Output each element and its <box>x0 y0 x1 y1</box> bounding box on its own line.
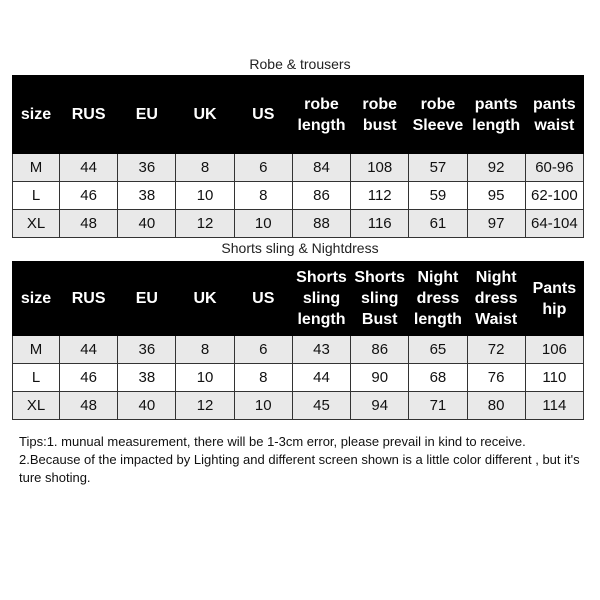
table-cell: 10 <box>176 364 234 392</box>
column-header <box>118 262 176 336</box>
table-cell: 8 <box>176 336 234 364</box>
table-cell: 112 <box>351 182 409 210</box>
table-cell: 8 <box>234 182 292 210</box>
column-header-text: length <box>297 116 346 134</box>
table-cell: 65 <box>409 336 467 364</box>
size-cell: L <box>13 182 60 210</box>
table-cell: 12 <box>176 392 234 420</box>
table-cell: 48 <box>60 210 118 238</box>
column-header-text: Sleeve <box>412 116 464 134</box>
table-cell: 44 <box>60 336 118 364</box>
robe-trousers-caption: Robe & trousers <box>249 56 351 72</box>
column-header <box>118 76 176 154</box>
tips-note <box>19 433 589 487</box>
table-header-row <box>13 76 584 154</box>
column-header-text: EU <box>135 106 158 123</box>
column-header <box>292 76 350 154</box>
column-header-text: length <box>297 311 346 328</box>
table-cell: 61 <box>409 210 467 238</box>
column-header-text: dress <box>416 290 460 307</box>
table-cell: 64-104 <box>525 210 583 238</box>
table-row <box>13 154 584 182</box>
column-header-text: robe <box>362 95 398 113</box>
table-header-row <box>13 262 584 336</box>
column-header-text: Bust <box>361 311 398 328</box>
column-header <box>351 76 409 154</box>
column-header <box>409 76 467 154</box>
column-header-text: robe <box>420 95 456 113</box>
table-cell: 97 <box>467 210 525 238</box>
column-header-text: RUS <box>71 106 106 123</box>
column-header-text: dress <box>474 290 518 307</box>
column-header-text: sling <box>302 290 341 307</box>
table-cell: 116 <box>351 210 409 238</box>
table-cell: 114 <box>525 392 583 420</box>
table-cell: 106 <box>525 336 583 364</box>
robe-trousers-size-table <box>12 75 584 238</box>
table-cell: 76 <box>467 364 525 392</box>
table-cell: 48 <box>60 392 118 420</box>
size-cell: M <box>13 154 60 182</box>
shorts-nightdress-size-table <box>12 261 584 420</box>
column-header-text: RUS <box>71 290 106 307</box>
column-header <box>60 76 118 154</box>
table-cell: 8 <box>234 364 292 392</box>
column-header-text: length <box>413 311 462 328</box>
column-header-text: Pants <box>532 279 577 297</box>
column-header <box>234 262 292 336</box>
table-cell: 45 <box>292 392 350 420</box>
column-header-text: UK <box>193 290 217 307</box>
table-cell: 38 <box>118 364 176 392</box>
table-cell: 8 <box>176 154 234 182</box>
table-cell: 10 <box>176 182 234 210</box>
column-header-text: waist <box>534 116 575 134</box>
column-header <box>525 76 583 154</box>
column-header <box>234 76 292 154</box>
table-row <box>13 364 584 392</box>
table-cell: 94 <box>351 392 409 420</box>
table-cell: 40 <box>118 392 176 420</box>
column-header <box>13 76 60 154</box>
column-header-text: bust <box>362 116 397 134</box>
column-header-text: UK <box>193 106 217 123</box>
table-cell: 80 <box>467 392 525 420</box>
table-cell: 36 <box>118 154 176 182</box>
table-cell: 68 <box>409 364 467 392</box>
size-cell: M <box>13 336 60 364</box>
table-cell: 6 <box>234 154 292 182</box>
column-header <box>176 262 234 336</box>
table-cell: 44 <box>60 154 118 182</box>
table-cell: 108 <box>351 154 409 182</box>
column-header-text: size <box>20 106 52 123</box>
size-cell: L <box>13 364 60 392</box>
table-row <box>13 392 584 420</box>
table-cell: 86 <box>351 336 409 364</box>
table-cell: 59 <box>409 182 467 210</box>
column-header <box>176 76 234 154</box>
column-header-text: Night <box>417 269 459 286</box>
table-cell: 38 <box>118 182 176 210</box>
table-cell: 43 <box>292 336 350 364</box>
table-cell: 10 <box>234 392 292 420</box>
column-header <box>467 76 525 154</box>
column-header-text: US <box>252 290 275 307</box>
column-header-text: Shorts <box>296 269 347 286</box>
column-header <box>525 262 583 336</box>
table-cell: 92 <box>467 154 525 182</box>
table-cell: 86 <box>292 182 350 210</box>
column-header <box>351 262 409 336</box>
size-cell: XL <box>13 210 60 238</box>
table-cell: 36 <box>118 336 176 364</box>
column-header <box>60 262 118 336</box>
table-cell: 10 <box>234 210 292 238</box>
column-header-text: Shorts <box>354 269 406 286</box>
column-header <box>13 262 60 336</box>
table-cell: 71 <box>409 392 467 420</box>
column-header-text: Night <box>475 269 517 286</box>
table-cell: 62-100 <box>525 182 583 210</box>
column-header-text: length <box>472 116 521 134</box>
column-header-text: pants <box>474 95 518 113</box>
shorts-nightdress-caption: Shorts sling & Nightdress <box>221 240 379 256</box>
column-header <box>409 262 467 336</box>
size-cell: XL <box>13 392 60 420</box>
table-cell: 12 <box>176 210 234 238</box>
column-header-text: US <box>252 106 275 123</box>
column-header-text: robe <box>304 95 339 113</box>
column-header-text: hip <box>542 300 567 318</box>
table-cell: 57 <box>409 154 467 182</box>
column-header-text: Waist <box>475 311 518 328</box>
column-header-text: sling <box>361 290 399 307</box>
table-cell: 90 <box>351 364 409 392</box>
tip-line-2: 2.Because of the impacted by Lighting and different screen shown is a little color different , but it's ture shoting. <box>19 452 580 485</box>
table-cell: 6 <box>234 336 292 364</box>
table-row <box>13 210 584 238</box>
table-cell: 88 <box>292 210 350 238</box>
table-cell: 72 <box>467 336 525 364</box>
table-cell: 110 <box>525 364 583 392</box>
table-row <box>13 336 584 364</box>
table-cell: 84 <box>292 154 350 182</box>
column-header-text: size <box>20 290 52 307</box>
table-cell: 46 <box>60 364 118 392</box>
table-cell: 40 <box>118 210 176 238</box>
tip-line-1: Tips:1. munual measurement, there will be 1-3cm error, please prevail in kind to receive. <box>19 434 526 449</box>
column-header <box>467 262 525 336</box>
table-cell: 44 <box>292 364 350 392</box>
table-cell: 46 <box>60 182 118 210</box>
table-cell: 60-96 <box>525 154 583 182</box>
column-header-text: EU <box>135 290 158 307</box>
table-row <box>13 182 584 210</box>
column-header-text: pants <box>533 95 576 113</box>
column-header <box>292 262 350 336</box>
table-cell: 95 <box>467 182 525 210</box>
